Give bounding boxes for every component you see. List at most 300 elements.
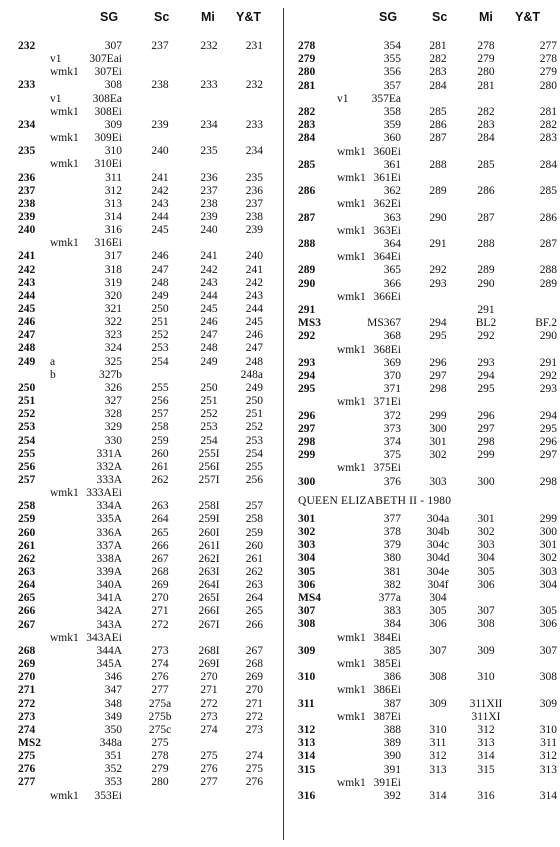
sg-number: 309 (104, 118, 122, 131)
catalogue-number: 262 (18, 552, 36, 565)
catalogue-number: 235 (18, 145, 36, 158)
sc-number: 250 (151, 303, 169, 315)
yt-number: 251 (245, 408, 263, 421)
table-row (287, 132, 560, 145)
sc-number: 257 (151, 408, 169, 421)
table-row (287, 618, 560, 631)
mi-number: 305 (477, 565, 495, 578)
table-row (0, 500, 280, 513)
catalogue-number: 241 (18, 250, 36, 263)
table-row (287, 344, 560, 357)
sg-number: 311 (105, 171, 122, 184)
mi-number: 309 (477, 644, 495, 657)
catalogue-number: 234 (18, 118, 36, 131)
sg-number: 363 (383, 211, 401, 224)
yt-number: 285 (539, 185, 557, 198)
yt-number: 295 (539, 422, 557, 435)
table-row (0, 93, 280, 106)
variant-label: wmk1 (337, 462, 366, 475)
yt-number: 314 (539, 790, 557, 802)
catalogue-number: 280 (298, 66, 316, 79)
mi-number: 257I (198, 473, 220, 486)
mi-number: 272 (200, 697, 218, 710)
variant-label: v1 (50, 53, 62, 66)
mi-number: 304 (477, 552, 495, 565)
mi-number: 273 (200, 710, 218, 723)
catalogue-number: 300 (298, 475, 316, 488)
sc-number: 284 (429, 79, 447, 92)
yt-number: 282 (539, 119, 557, 132)
sc-number: 259 (151, 434, 169, 447)
catalogue-number: 301 (298, 512, 316, 525)
sc-number: 246 (151, 250, 169, 263)
yt-number: 292 (539, 370, 557, 382)
catalogue-number: 281 (298, 79, 316, 92)
variant-label: wmk1 (337, 290, 366, 303)
table-row (287, 579, 560, 592)
catalogue-number: 296 (298, 409, 316, 422)
yt-number: 265 (245, 605, 263, 618)
sc-number: 275c (148, 723, 172, 736)
sc-number: 292 (429, 264, 447, 277)
mi-number: 263I (198, 566, 220, 578)
sg-number: 333A (96, 473, 122, 486)
variant-label: wmk1 (337, 251, 366, 264)
table-row (287, 462, 560, 475)
yt-number: 284 (539, 158, 557, 171)
mi-number: 285 (477, 158, 495, 171)
table-row (0, 553, 280, 566)
table-row (0, 106, 280, 119)
sg-number: 308 (104, 79, 122, 92)
sg-number: 312 (104, 184, 122, 197)
table-row (287, 645, 560, 658)
mi-number: 271 (200, 684, 218, 697)
table-row (0, 566, 280, 579)
sc-number: 286 (429, 119, 447, 132)
sc-number: 253 (151, 342, 169, 355)
catalogue-number: 288 (298, 238, 316, 250)
header-mi: Mi (201, 10, 215, 24)
yt-number: 232 (245, 79, 263, 92)
catalogue-number: 303 (298, 539, 316, 552)
catalogue-number: 304 (298, 552, 316, 565)
mi-number: 278 (477, 40, 495, 52)
catalogue-number: 287 (298, 211, 316, 224)
catalogue-number: 316 (298, 790, 316, 802)
table-row (287, 119, 560, 132)
sc-number: 304 (429, 592, 447, 604)
sg-number: 361 (383, 158, 401, 171)
mi-number: 264I (198, 579, 220, 592)
mi-number: 266I (198, 605, 220, 618)
sc-number: 237 (151, 40, 169, 52)
table-row (287, 698, 560, 711)
catalogue-number: 261 (18, 539, 36, 552)
sg-number: 363Ei (373, 224, 401, 237)
table-row (0, 158, 280, 171)
sg-number: 383 (383, 605, 401, 618)
table-row (287, 159, 560, 172)
sc-number: 294 (429, 317, 447, 330)
variant-label: wmk1 (337, 198, 366, 211)
table-row (0, 671, 280, 684)
catalogue-number: 286 (298, 185, 316, 198)
catalogue-number: 245 (18, 303, 36, 315)
mi-number: 248 (200, 342, 218, 355)
yt-number: 259 (245, 526, 263, 539)
mi-number: 275 (200, 750, 218, 763)
table-row (287, 737, 560, 750)
sc-number: 305 (429, 605, 447, 618)
table-row (0, 421, 280, 434)
table-row (287, 291, 560, 304)
table-row (0, 579, 280, 592)
sc-number: 297 (429, 370, 447, 382)
yt-number: 283 (539, 132, 557, 145)
sg-number: 366Ei (373, 290, 401, 303)
sc-number: 261 (151, 460, 169, 473)
catalogue-number: 271 (18, 684, 36, 697)
mi-number: 237 (200, 184, 218, 197)
sc-number: 277 (151, 684, 169, 697)
catalogue-number: 308 (298, 618, 316, 631)
catalogue-number: 253 (18, 421, 36, 434)
variant-label: a (50, 355, 56, 368)
mi-number: BL2 (475, 317, 497, 330)
table-row (287, 53, 560, 66)
table-row (0, 303, 280, 316)
sg-number: 357 (383, 79, 401, 92)
yt-number: 271 (245, 697, 263, 710)
table-row (0, 698, 280, 711)
yt-number: 268 (245, 658, 263, 671)
sg-number: 362 (383, 185, 401, 198)
mi-number: 239 (200, 210, 218, 223)
catalogue-number: 276 (18, 763, 36, 776)
table-row (0, 435, 280, 448)
variant-label: wmk1 (337, 658, 366, 670)
catalogue-number: 277 (18, 776, 36, 789)
sg-number: 314 (104, 210, 122, 223)
sg-number: 369 (383, 356, 401, 369)
variant-label: wmk1 (337, 776, 366, 789)
sg-number: 364Ei (373, 251, 401, 264)
yt-number: 294 (539, 409, 557, 422)
sg-number: 379 (383, 539, 401, 552)
mi-number: 282 (477, 106, 495, 118)
mi-number: 281 (477, 79, 495, 92)
mi-number: 234 (200, 118, 218, 131)
yt-number: 242 (245, 276, 263, 289)
header-sg-right: SG (379, 10, 398, 24)
mi-number: 242 (200, 263, 218, 276)
yt-number: 263 (245, 579, 263, 592)
table-row (287, 711, 560, 724)
mi-number: 312 (477, 724, 495, 736)
table-row (287, 238, 560, 251)
variant-label: v1 (337, 92, 349, 105)
sc-number: 241 (151, 171, 169, 184)
mi-number: 292 (477, 330, 495, 343)
sg-number: 343A (96, 618, 122, 631)
sg-number: 392 (383, 790, 401, 802)
yt-number: 250 (245, 395, 263, 408)
yt-number: 231 (245, 40, 263, 52)
yt-number: 312 (539, 750, 557, 763)
catalogue-number: 310 (298, 671, 316, 684)
table-row (0, 776, 280, 789)
sc-number: 275 (151, 736, 169, 749)
mi-number: 296 (477, 409, 495, 422)
sg-number: 381 (383, 565, 401, 578)
sg-number: 326 (104, 381, 122, 394)
sg-number: 376 (383, 475, 401, 488)
table-row (0, 513, 280, 526)
yt-number: 305 (539, 605, 557, 618)
sc-number: 304f (427, 578, 449, 591)
sg-number: 330 (104, 434, 122, 447)
table-row (287, 80, 560, 93)
yt-number: 291 (539, 356, 557, 369)
catalogue-number: 236 (18, 171, 36, 184)
sc-number: 238 (151, 79, 169, 92)
catalogue-number: 279 (298, 53, 316, 66)
table-row (0, 356, 280, 369)
sg-number: 338A (96, 552, 122, 565)
table-row (0, 658, 280, 671)
sg-number: 333AEi (86, 487, 122, 500)
table-row (287, 724, 560, 737)
mi-number: 241 (200, 250, 218, 263)
sc-number: 288 (429, 158, 447, 171)
table-row (287, 684, 560, 697)
sc-number: 265 (151, 526, 169, 539)
catalogue-number: 273 (18, 710, 36, 723)
table-row (287, 172, 560, 185)
sc-number: 279 (151, 763, 169, 776)
sg-number: 380 (383, 552, 401, 565)
catalogue-number: 272 (18, 697, 36, 710)
table-row (0, 342, 280, 355)
sg-number: 307Ei (94, 66, 122, 79)
table-row (287, 790, 560, 803)
sc-number: 313 (429, 763, 447, 776)
sg-number: 309Ei (94, 132, 122, 145)
sg-number: 346 (104, 671, 122, 684)
yt-number: 253 (245, 434, 263, 447)
sc-number: 308 (429, 671, 447, 684)
mi-number: 274 (200, 723, 218, 736)
sg-number: 347 (104, 684, 122, 697)
catalogue-number: 311 (298, 697, 315, 710)
sg-number: 352 (104, 763, 122, 776)
sg-number: 307 (104, 40, 122, 52)
catalogue-number: 247 (18, 329, 36, 342)
sc-number: 300 (429, 422, 447, 435)
catalogue-number: 297 (298, 422, 316, 435)
catalogue-number: 263 (18, 566, 36, 578)
catalogue-number: 302 (298, 526, 316, 538)
catalogue-number: 298 (298, 436, 316, 448)
table-row (0, 316, 280, 329)
mi-number: 247 (200, 329, 218, 342)
sg-number: 327 (104, 395, 122, 408)
table-row (0, 119, 280, 132)
mi-number: 246 (200, 316, 218, 329)
sc-number: 296 (429, 356, 447, 369)
sc-number: 260 (151, 447, 169, 460)
yt-number: 280 (539, 79, 557, 92)
mi-number: 250 (200, 381, 218, 394)
sc-number: 303 (429, 475, 447, 488)
sg-number: 377a (378, 592, 401, 604)
yt-number: 293 (539, 383, 557, 396)
catalogue-number: 299 (298, 449, 316, 462)
variant-label: wmk1 (337, 224, 366, 237)
mi-number: 244 (200, 289, 218, 302)
sg-number: 359 (383, 119, 401, 132)
table-row (0, 172, 280, 185)
yt-number: 257 (245, 500, 263, 513)
sc-number: 310 (429, 724, 447, 736)
sg-number: 321 (104, 303, 122, 315)
table-row (0, 527, 280, 540)
catalogue-number: 250 (18, 381, 36, 394)
sg-number: 365 (383, 264, 401, 277)
sc-number: 281 (429, 40, 447, 52)
yt-number: 269 (245, 671, 263, 684)
mi-number: 302 (477, 526, 495, 538)
sg-number: 348 (104, 697, 122, 710)
catalogue-number: 306 (298, 578, 316, 591)
sc-number: 312 (429, 750, 447, 763)
yt-number: 235 (245, 171, 263, 184)
table-row (0, 382, 280, 395)
sg-number: 368Ei (373, 343, 401, 356)
column-divider (283, 8, 284, 840)
table-row (287, 671, 560, 684)
yt-number: 267 (245, 644, 263, 657)
mi-number: 245 (200, 303, 218, 315)
sg-number: 323 (104, 329, 122, 342)
table-row (287, 357, 560, 370)
sg-number: 368 (383, 330, 401, 343)
mi-number: 284 (477, 132, 495, 145)
table-row (287, 383, 560, 396)
table-row (0, 395, 280, 408)
sc-number: 263 (151, 500, 169, 513)
sc-number: 304e (426, 565, 450, 578)
sc-number: 299 (429, 409, 447, 422)
table-row (287, 66, 560, 79)
mi-number: 280 (477, 66, 495, 79)
mi-number: 286 (477, 185, 495, 198)
sg-number: 358 (383, 106, 401, 118)
catalogue-number: 258 (18, 500, 36, 513)
sc-number: 264 (151, 513, 169, 526)
sg-number: 331A (96, 447, 122, 460)
sg-number: 313 (104, 197, 122, 210)
mi-number: 232 (200, 40, 218, 52)
yt-number: 239 (245, 224, 263, 237)
sg-number: 329 (104, 421, 122, 434)
yt-number: 275 (245, 763, 263, 776)
sg-number: 332A (96, 460, 122, 473)
sg-number: 317 (104, 250, 122, 263)
catalogue-number: MS4 (298, 592, 321, 604)
sg-number: 386 (383, 671, 401, 684)
table-row (0, 737, 280, 750)
table-row (287, 278, 560, 291)
yt-number: 309 (539, 697, 557, 710)
variant-label: wmk1 (50, 237, 79, 250)
catalogue-number: 237 (18, 184, 36, 197)
sc-number: 266 (151, 539, 169, 552)
catalogue-number: 246 (18, 316, 36, 329)
catalogue-number: 264 (18, 579, 36, 592)
sc-number: 275a (148, 697, 172, 710)
sc-number: 242 (151, 184, 169, 197)
yt-number: 279 (539, 66, 557, 79)
variant-label: wmk1 (337, 710, 366, 723)
mi-number: 298 (477, 436, 495, 448)
yt-number: 266 (245, 618, 263, 631)
yt-number: 246 (245, 329, 263, 342)
yt-number: 248 (245, 355, 263, 368)
mi-number: 249 (200, 355, 218, 368)
sg-number: 351 (104, 750, 122, 763)
mi-number: 313 (477, 737, 495, 750)
catalogue-number: 291 (298, 304, 316, 316)
mi-number: 314 (477, 750, 495, 763)
mi-number: 288 (477, 238, 495, 250)
catalogue-number: 283 (298, 119, 316, 132)
catalogue-number: 259 (18, 513, 36, 526)
table-row (0, 619, 280, 632)
sg-number: 325 (104, 355, 122, 368)
yt-number: 249 (245, 381, 263, 394)
catalogue-number: 274 (18, 723, 36, 736)
catalogue-number: 266 (18, 605, 36, 618)
catalogue-number: 240 (18, 224, 36, 237)
table-row (0, 250, 280, 263)
table-row (287, 777, 560, 790)
mi-number: 255I (198, 447, 220, 460)
mi-number: 276 (200, 763, 218, 776)
catalogue-number: 257 (18, 473, 36, 486)
sc-number: 304a (426, 512, 450, 525)
catalogue-number: 232 (18, 40, 36, 52)
yt-number: 245 (245, 316, 263, 329)
sg-number: 385Ei (373, 658, 401, 670)
sc-number: 256 (151, 395, 169, 408)
variant-label: wmk1 (337, 145, 366, 158)
yt-number: 306 (539, 618, 557, 631)
table-row (287, 552, 560, 565)
yt-number: 270 (245, 684, 263, 697)
sg-number: 354 (383, 40, 401, 52)
table-row (0, 605, 280, 618)
variant-label: wmk1 (50, 158, 79, 171)
sg-number: 391 (383, 763, 401, 776)
mi-number: 262I (198, 552, 220, 565)
table-row (287, 605, 560, 618)
sg-number: 388 (383, 724, 401, 736)
sc-number: 280 (151, 776, 169, 789)
sc-number: 245 (151, 224, 169, 237)
sg-number: 339A (96, 566, 122, 578)
